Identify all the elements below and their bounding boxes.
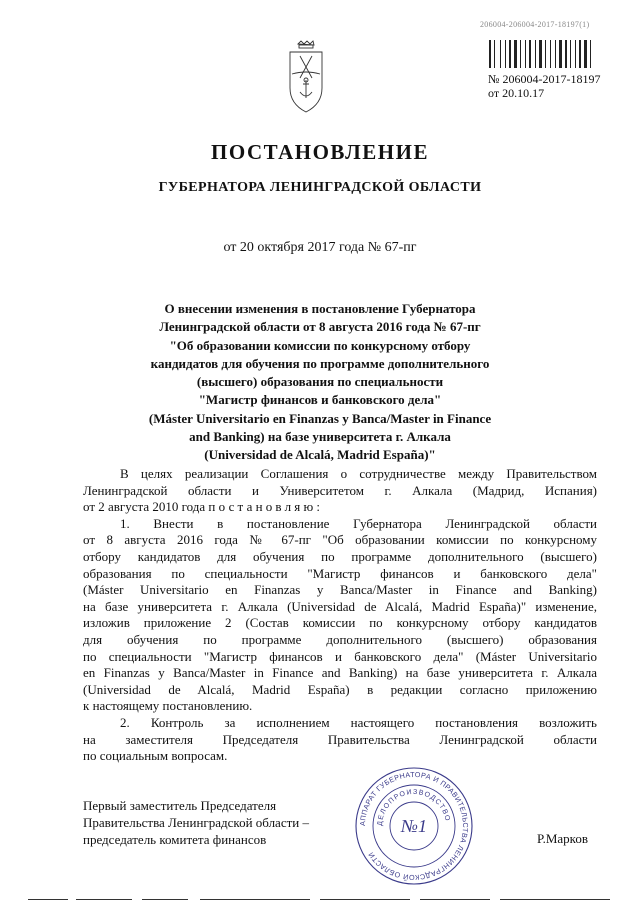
signatory-position-line: Правительства Ленинградской области – (83, 815, 309, 830)
body-line: по социальным вопросам. (83, 748, 228, 764)
body-line: (Máster Universitario en Finanzas y Banca/Master in Finance and Banking) (83, 582, 597, 598)
body-line: В целях реализации Соглашения о сотрудничестве между Правительством (120, 466, 597, 481)
body-line: 1. Внести в постановление Губернатора Ленинградской области (120, 515, 597, 531)
top-registration-code: 206004-206004-2017-18197(1) (480, 20, 590, 29)
body-line: (Universidad de Alcalá, Madrid España) в редакции согласно приложению (83, 681, 597, 697)
resolution-body (83, 466, 597, 765)
registration-number: № 206004-2017-18197 (488, 72, 601, 86)
document-subtitle: ГУБЕРНАТОРА ЛЕНИНГРАДСКОЙ ОБЛАСТИ (158, 180, 482, 195)
svg-text:№1: №1 (401, 816, 427, 836)
body-line: для обучения по программе дополнительного (высшего) образования (83, 631, 597, 647)
signatory-position (83, 797, 309, 848)
barcode (489, 40, 601, 68)
resolve-word: постановляю: (208, 499, 324, 515)
body-line: к настоящему постановлению. (83, 698, 253, 714)
heading-line: (Universidad de Alcalá, Madrid España)" (204, 447, 436, 463)
svg-text:АППАРАТ ГУБЕРНАТОРА И ПРАВИТЕЛ: АППАРАТ ГУБЕРНАТОРА И ПРАВИТЕЛЬСТВА ЛЕНИНГРАДСКОЙ ОБЛАСТИ (357, 769, 471, 883)
body-line: на базе университета г. Алкала (Universidad de Alcalá, Madrid España)" изменение, (83, 598, 597, 614)
coat-of-arms-emblem (286, 40, 326, 116)
body-line: изложив приложение 2 (Состав комиссии по конкурсному отбору кандидатов (83, 615, 597, 631)
heading-line: (высшего) образования по специальности (196, 374, 444, 390)
svg-text:ДЕЛОПРОИЗВОДСТВО: ДЕЛОПРОИЗВОДСТВО (376, 788, 451, 827)
body-line: Ленинградской области и Университетом г. Алкала (Мадрид, Испания) (83, 482, 597, 498)
body-line: от 8 августа 2016 года № 67-пг "Об образовании комиссии по конкурсному (83, 532, 597, 548)
signatory-name: Р.Марков (537, 831, 588, 846)
footer-rule (0, 899, 640, 905)
intro-date-text: от 2 августа 2010 года (83, 499, 206, 515)
heading-line: "Об образовании комиссии по конкурсному отбору (169, 337, 471, 353)
heading-line: О внесении изменения в постановление Губернатора (164, 301, 476, 316)
body-line (83, 499, 597, 516)
signatory-position-line: председатель комитета финансов (83, 832, 267, 847)
heading-line: Ленинградской области от 8 августа 2016 года № 67-пг (159, 319, 481, 335)
body-line: по специальности "Магистр финансов и банковского дела" (Máster Universitario (83, 648, 597, 664)
resolution-heading (120, 300, 520, 465)
document-date-line: от 20 октября 2017 года № 67-пг (223, 240, 417, 255)
heading-line: and Banking) на базе университета г. Алкала (189, 429, 451, 445)
body-line: 2. Контроль за исполнением настоящего постановления возложить (120, 714, 597, 730)
document-title: ПОСТАНОВЛЕНИЕ (211, 140, 429, 164)
office-stamp (354, 766, 474, 886)
body-line: отбору кандидатов для обучения по программе дополнительного (высшего) (83, 548, 597, 564)
body-line: en Finanzas y Banca/Master in Finance and Banking) на базе университета г. Алкала (83, 665, 597, 681)
registration-date: от 20.10.17 (488, 86, 545, 100)
heading-line: (Máster Universitario en Finanzas y Banca/Master in Finance (148, 410, 492, 426)
signatory-position-line: Первый заместитель Председателя (83, 798, 277, 813)
body-line: образования по специальности "Магистр финансов и банковского дела" (83, 565, 597, 581)
heading-line: "Магистр финансов и банковского дела" (198, 392, 442, 408)
body-line: на заместителя Председателя Правительства Ленинградской области (83, 731, 597, 747)
heading-line: кандидатов для обучения по программе дополнительного (150, 355, 490, 371)
